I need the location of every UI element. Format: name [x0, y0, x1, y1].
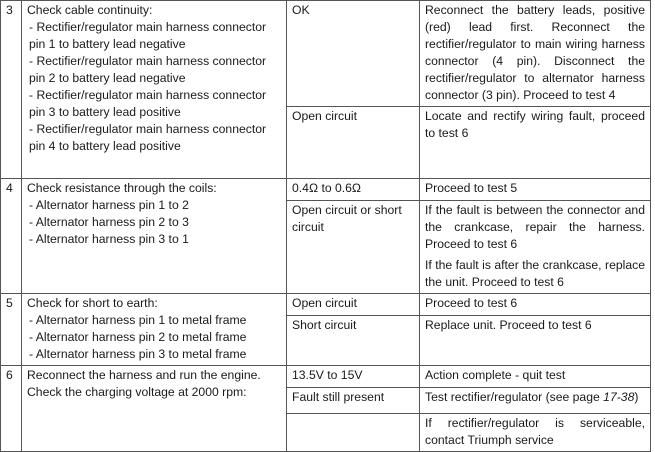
action-text: Locate and rectify wiring fault, proceed to test 6 — [425, 109, 645, 140]
test-result: Short circuit — [287, 316, 420, 366]
test-result — [287, 414, 420, 452]
action-text: Action complete - quit test — [425, 368, 566, 382]
test-result: 0.4Ω to 0.6Ω — [287, 179, 420, 201]
action-text: Reconnect the battery leads, positive (red) lead first. Reconnect the rectifier/regulator to main wiring harness connector (4 pin). Disconnect the rectifier/regulator to alternator harness connector (3 pin). Proceed to test 4 — [425, 3, 645, 102]
action-text: If the fault is after the crankcase, replace the unit. Proceed to test 6 — [425, 258, 645, 289]
action-text: If rectifier/regulator is serviceable, contact Triumph service — [425, 416, 645, 447]
test-action — [420, 414, 651, 452]
action-text-prefix: Test rectifier/regulator (see page — [425, 390, 604, 404]
step-item: - Alternator harness pin 3 to metal frame — [29, 347, 247, 361]
test-action — [420, 366, 651, 388]
step-item: - Alternator harness pin 3 to 1 — [29, 232, 189, 246]
step-title: Check resistance through the coils: — [27, 181, 217, 195]
step-item: - Alternator harness pin 2 to metal frame — [29, 330, 247, 344]
step-item: - Alternator harness pin 1 to 2 — [29, 198, 189, 212]
test-action — [420, 316, 651, 366]
test-number: 3 — [1, 1, 22, 179]
test-result: Open circuit or short circuit — [287, 201, 420, 294]
table-row — [1, 179, 651, 201]
action-text: If the fault is between the connector and the crankcase, repair the harness. Proceed to test 6 — [425, 203, 645, 251]
table-row — [1, 294, 651, 316]
step-item: - Alternator harness pin 2 to 3 — [29, 215, 189, 229]
test-step — [22, 366, 287, 452]
test-result: Fault still present — [287, 388, 420, 414]
test-action — [420, 1, 651, 107]
action-text: Replace unit. Proceed to test 6 — [425, 318, 592, 332]
test-step — [22, 179, 287, 294]
test-action — [420, 107, 651, 179]
test-result: 13.5V to 15V — [287, 366, 420, 388]
test-action — [420, 201, 651, 294]
page-reference-link[interactable]: 17-38 — [603, 390, 635, 404]
test-action — [420, 294, 651, 316]
test-number: 4 — [1, 179, 22, 294]
action-text: Proceed to test 6 — [425, 296, 518, 310]
test-result: Open circuit — [287, 107, 420, 179]
test-result: Open circuit — [287, 294, 420, 316]
action-text — [425, 389, 645, 406]
step-title: Reconnect the harness and run the engine. Check the charging voltage at 2000 rpm: — [27, 368, 261, 399]
step-item: - Rectifier/regulator main harness connector pin 1 to battery lead negative — [29, 20, 267, 51]
table-row — [1, 366, 651, 388]
test-action — [420, 388, 651, 414]
step-title: Check cable continuity: — [27, 3, 153, 17]
step-item: - Rectifier/regulator main harness connector pin 2 to battery lead negative — [29, 54, 267, 85]
test-step — [22, 294, 287, 366]
table-row — [1, 1, 651, 107]
test-number: 5 — [1, 294, 22, 366]
action-text: Proceed to test 5 — [425, 181, 518, 195]
step-item: - Rectifier/regulator main harness connector pin 3 to battery lead positive — [29, 88, 267, 119]
action-text-suffix: ) — [634, 390, 639, 404]
test-result: OK — [287, 1, 420, 107]
test-action — [420, 179, 651, 201]
test-step — [22, 1, 287, 179]
step-item: - Rectifier/regulator main harness connector pin 4 to battery lead positive — [29, 122, 267, 153]
step-title: Check for short to earth: — [27, 296, 158, 310]
step-item: - Alternator harness pin 1 to metal frame — [29, 313, 247, 327]
test-number: 6 — [1, 366, 22, 452]
